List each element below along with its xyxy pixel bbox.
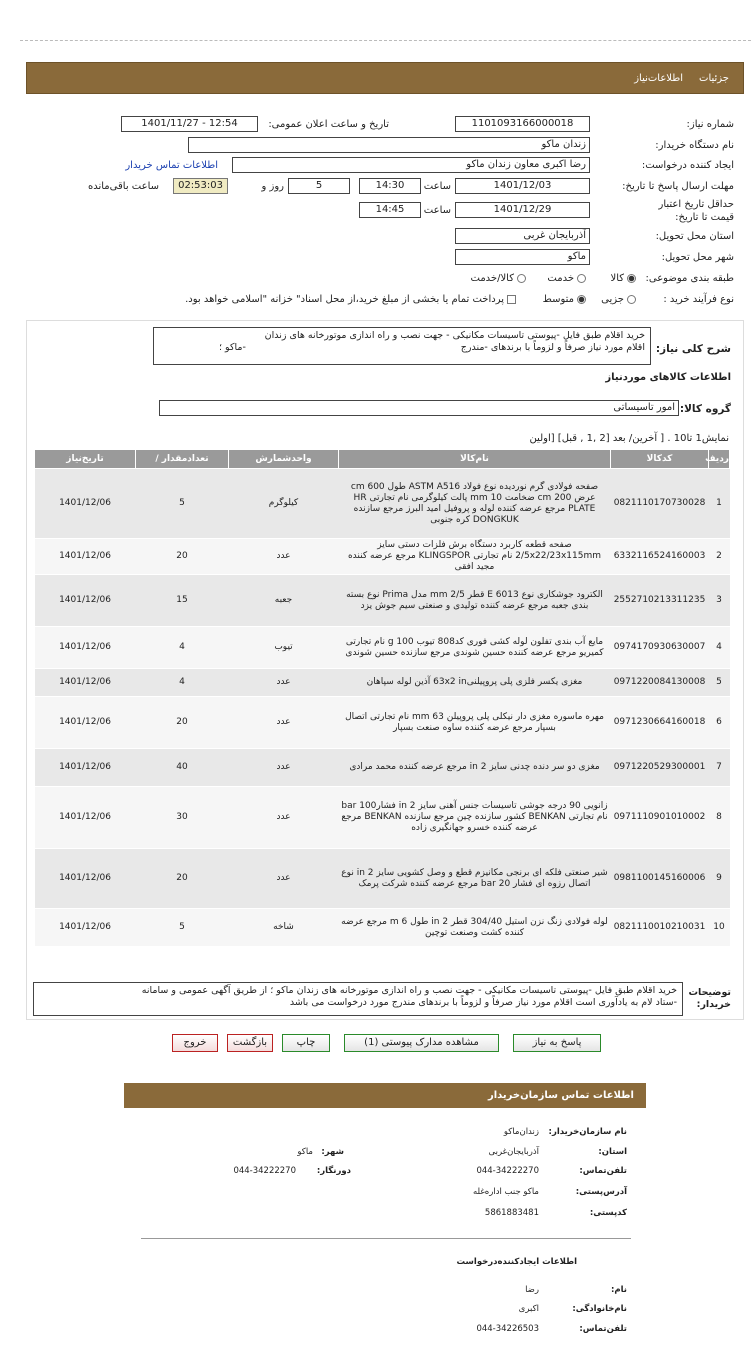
view-docs-button[interactable]: مشاهده مدارک پیوستی (1) [344, 1034, 499, 1052]
category-service-radio[interactable]: خدمت [547, 273, 589, 284]
table-header: تعدادمقدار / [136, 450, 229, 469]
cell-name: مغزی دو سر دنده چدنی سایز 2 in مرجع عرضه کننده محمد مرادی [339, 749, 611, 787]
goods-info-title: اطلاعات کالاهای موردنیاز [605, 372, 731, 383]
cell-date: 1401/12/06 [35, 909, 136, 947]
days-field: 5 [288, 178, 350, 194]
category-both-radio[interactable]: کالا/خدمت [471, 273, 530, 284]
table-header: ردیف [709, 450, 730, 469]
creator-name-label: نام: [610, 1285, 627, 1295]
table-header: نام‌کالا [339, 450, 611, 469]
summary-line2: اقلام مورد نیاز صرفاً و لزوماً با برندهای -مندرج -ماکو ؛ [219, 342, 645, 353]
table-header: واحدشمارش [229, 450, 339, 469]
remaining-label: ساعت باقی‌مانده [87, 181, 159, 192]
cell-unit: عدد [229, 697, 339, 749]
buyer-org-label: نام دستگاه خریدار: [655, 140, 734, 151]
goods-group-field: امور تاسیساتی [159, 400, 679, 416]
cell-row: 8 [709, 787, 730, 849]
cell-date: 1401/12/06 [35, 575, 136, 627]
tab-details[interactable]: جزئیات [699, 73, 729, 84]
creator-family-label: نام‌خانوادگی: [572, 1304, 627, 1314]
validity-time-field: 14:45 [359, 202, 421, 218]
reply-deadline-label: مهلت ارسال پاسخ تا تاریخ: [622, 181, 734, 192]
process-medium-radio[interactable]: متوسط [543, 294, 589, 305]
cell-date: 1401/12/06 [35, 539, 136, 575]
cell-name: مهره ماسوره مغزی دار نیکلی پلی پروپیلن 63 mm نام تجارتی اتصال بسپار مرجع عرضه کننده ساوه صنعت بسپار [339, 697, 611, 749]
contact-header: اطلاعات تماس سازمان‌خریدار [124, 1083, 646, 1108]
days-label: روز و [261, 181, 284, 192]
contact-city-label: شهر: [321, 1147, 344, 1157]
creator-info-title: اطلاعات ایجاد‌کننده‌درخواست [456, 1257, 577, 1267]
remaining-time: 02:53:03 [173, 178, 228, 194]
validity-date-field: 1401/12/29 [455, 202, 590, 218]
summary-label: شرح کلی نیاز: [655, 343, 731, 355]
cell-unit: شاخه [229, 909, 339, 947]
creator-family: اکبری [518, 1304, 539, 1314]
contact-fax: 044-34222270 [233, 1166, 296, 1176]
cell-qty: 40 [136, 749, 229, 787]
cell-qty: 4 [136, 627, 229, 669]
buyer-contact-link[interactable]: اطلاعات تماس خریدار [125, 160, 218, 171]
need-number-field: 1101093166000018 [455, 116, 590, 132]
cell-row: 9 [709, 849, 730, 909]
need-info-section [26, 108, 744, 314]
cell-row: 5 [709, 669, 730, 697]
cell-date: 1401/12/06 [35, 469, 136, 539]
table-row [35, 849, 730, 909]
contact-postal: 5861883481 [484, 1208, 539, 1218]
contact-province: آذربایجان‌غربی [488, 1147, 539, 1157]
cell-date: 1401/12/06 [35, 849, 136, 909]
validity-time-label: ساعت [423, 205, 451, 216]
table-row [35, 909, 730, 947]
table-row [35, 669, 730, 697]
cell-name: مایع آب بندی تفلون لوله کشی فوری کد808 تیوب 100 g نام تجارتی کمیریو مرجع عرضه کننده حسین شوندی مرجع سازنده حسین شوندی [339, 627, 611, 669]
back-button[interactable]: بازگشت [227, 1034, 273, 1052]
print-button[interactable]: چاپ [282, 1034, 330, 1052]
creator-phone-label: تلفن‌تماس: [579, 1324, 627, 1334]
reply-button[interactable]: پاسخ به نیاز [513, 1034, 601, 1052]
table-row [35, 787, 730, 849]
process-small-radio[interactable]: جزیی [601, 294, 639, 305]
cell-code: 0974170930630007 [611, 627, 709, 669]
table-row [35, 469, 730, 539]
cell-name: شیر صنعتی فلکه ای برنجی مکانیزم قطع و وصل کشویی سایز 2 in نوع اتصال رزوه ای فشار 20 bar مرجع عرضه کننده شرکت پرمک [339, 849, 611, 909]
pager[interactable]: نمایش1 تا10 . [ آخرین/ بعد [2 ,1 , قبل] [اولین [529, 433, 729, 444]
cell-code: 0821110170730028 [611, 469, 709, 539]
category-goods-radio[interactable]: کالا [610, 273, 639, 284]
cell-qty: 20 [136, 697, 229, 749]
cell-date: 1401/12/06 [35, 697, 136, 749]
announce-field: 1401/11/27 - 12:54 [121, 116, 258, 132]
cell-name: صفحه قطعه کاربرد دستگاه برش فلزات دستی سایز 2/5x22/23x115mm نام تجارتی KLINGSPOR مرجع عرضه کننده مجید افقی [339, 539, 611, 575]
table-row [35, 749, 730, 787]
cell-row: 4 [709, 627, 730, 669]
cell-qty: 20 [136, 849, 229, 909]
contact-org-label: نام سازمان‌خریدار: [548, 1127, 627, 1137]
province-field: آذربایجان غربی [455, 228, 590, 244]
cell-code: 0981100145160006 [611, 849, 709, 909]
city-label: شهر محل تحویل: [661, 252, 734, 263]
cell-row: 2 [709, 539, 730, 575]
contact-postal-label: کدپستی: [589, 1208, 627, 1218]
cell-date: 1401/12/06 [35, 749, 136, 787]
cell-date: 1401/12/06 [35, 669, 136, 697]
items-table [34, 449, 730, 947]
province-label: استان محل تحویل: [655, 231, 734, 242]
cell-code: 0821110010210031 [611, 909, 709, 947]
cell-row: 10 [709, 909, 730, 947]
city-field: ماکو [455, 249, 590, 265]
table-header: تاریخ‌نیاز [35, 450, 136, 469]
buyer-notes-line1: خرید اقلام طبق فایل -پیوستی تاسیسات مکانیکی - جهت نصب و راه اندازی موتورخانه های زندان ماکو ؛ از طریق آگهی عمومی و سامانه [141, 985, 677, 996]
cell-qty: 4 [136, 669, 229, 697]
cell-code: 0971220529300001 [611, 749, 709, 787]
summary-box [153, 327, 651, 365]
contact-org: زندان‌ماکو [503, 1127, 539, 1137]
contact-province-label: استان: [598, 1147, 627, 1157]
cell-date: 1401/12/06 [35, 627, 136, 669]
category-label: طبقه بندی موضوعی: [645, 273, 734, 284]
cell-unit: عدد [229, 849, 339, 909]
cell-name: الکترود جوشکاری نوع E 6013 قطر 2/5 mm مدل Prima نوع بسته بندی جعبه مرجع عرضه کننده تولیدی و صنعتی سیم جوش یزد [339, 575, 611, 627]
creator-name: رضا [525, 1285, 539, 1295]
cell-name: مغزی یکسر فلزی پلی پروپیلنی63x2 in آذین لوله سپاهان [339, 669, 611, 697]
contact-phone-label: تلفن‌تماس: [579, 1166, 627, 1176]
table-row [35, 539, 730, 575]
cell-unit: عدد [229, 787, 339, 849]
cell-code: 6332116524160003 [611, 539, 709, 575]
cell-unit: عدد [229, 539, 339, 575]
exit-button[interactable]: خروج [172, 1034, 218, 1052]
cell-name: صفحه فولادی گرم نوردیده نوع فولاد ASTM A516 طول 600 cm عرض 200 cm ضخامت 10 mm پالت کیلوگرمی نام تجارتی HR PLATE مرجع عرضه کننده لوله و پروفیل امید البرز مرجع سازنده DONGKUK کره جنوبی [339, 469, 611, 539]
cell-code: 0971230664160018 [611, 697, 709, 749]
top-divider [20, 40, 751, 41]
table-row [35, 697, 730, 749]
cell-row: 6 [709, 697, 730, 749]
cell-unit: تیوب [229, 627, 339, 669]
cell-row: 1 [709, 469, 730, 539]
cell-qty: 15 [136, 575, 229, 627]
contact-fax-label: دورنگار: [316, 1166, 351, 1176]
creator-label: ایجاد کننده درخواست: [641, 160, 734, 171]
need-details-section [26, 320, 744, 1020]
process-label: نوع فرآیند خرید : [663, 294, 734, 305]
cell-row: 3 [709, 575, 730, 627]
cell-row: 7 [709, 749, 730, 787]
buyer-notes-line2: -ستاد لام به یادآوری است اقلام مورد نیاز صرفاً و لزوماً با برندهای مندرج مورد درخواست می باشد [289, 997, 677, 1008]
cell-unit: کیلوگرم [229, 469, 339, 539]
cell-qty: 5 [136, 909, 229, 947]
buyer-notes-label: توضیحات خریدار: [688, 987, 731, 1010]
contact-divider [141, 1238, 631, 1239]
tab-need-info[interactable]: اطلاعات‌نیاز [634, 73, 683, 84]
reply-time-field: 14:30 [359, 178, 421, 194]
buyer-org-field: زندان ماکو [188, 137, 590, 153]
cell-unit: عدد [229, 669, 339, 697]
cell-name: زانویی 90 درجه جوشی تاسیسات جنس آهنی سایز 2 in فشار100 bar نام تجارتی BENKAN کشور سازنده چین مرجع سازنده BENKAN مرجع عرضه کننده خسرو جهانگیری زاده [339, 787, 611, 849]
cell-code: 0971220084130008 [611, 669, 709, 697]
contact-address-label: آدرس‌پستی: [575, 1187, 627, 1197]
summary-line1: خرید اقلام طبق فایل -پیوستی تاسیسات مکانیکی - جهت نصب و راه اندازی موتورخانه های زندان [264, 330, 645, 341]
contact-address: ماکو جنب اداره‌غله [472, 1187, 539, 1197]
table-row [35, 627, 730, 669]
cell-unit: جعبه [229, 575, 339, 627]
cell-code: 2552710213311235 [611, 575, 709, 627]
cell-qty: 20 [136, 539, 229, 575]
buyer-notes-box [33, 982, 683, 1016]
table-row [35, 575, 730, 627]
creator-phone: 044-34226503 [476, 1324, 539, 1334]
contact-city: ماکو [297, 1147, 313, 1157]
cell-qty: 30 [136, 787, 229, 849]
announce-label: تاریخ و ساعت اعلان عمومی: [268, 119, 389, 130]
cell-qty: 5 [136, 469, 229, 539]
need-number-label: شماره نیاز: [686, 119, 734, 130]
reply-time-label: ساعت [423, 181, 451, 192]
creator-field: رضا اکبری معاون زندان ماکو [232, 157, 590, 173]
cell-date: 1401/12/06 [35, 787, 136, 849]
cell-unit: عدد [229, 749, 339, 787]
goods-group-label: گروه کالا: [679, 403, 731, 415]
page-header [26, 62, 744, 94]
treasury-checkbox[interactable]: پرداخت تمام یا بخشی از مبلغ خرید،از محل اسناد" خزانه "اسلامی خواهد بود. [185, 294, 519, 305]
cell-name: لوله فولادی زنگ نزن استیل 304/40 قطر 2 in طول 6 m مرجع عرضه کننده کشت وصنعت توچین [339, 909, 611, 947]
reply-date-field: 1401/12/03 [455, 178, 590, 194]
validity-label: حداقل تاریخ اعتبار قیمت تا تاریخ: [658, 199, 734, 223]
cell-code: 0971110901010002 [611, 787, 709, 849]
table-header: کدکالا [611, 450, 709, 469]
contact-phone: 044-34222270 [476, 1166, 539, 1176]
